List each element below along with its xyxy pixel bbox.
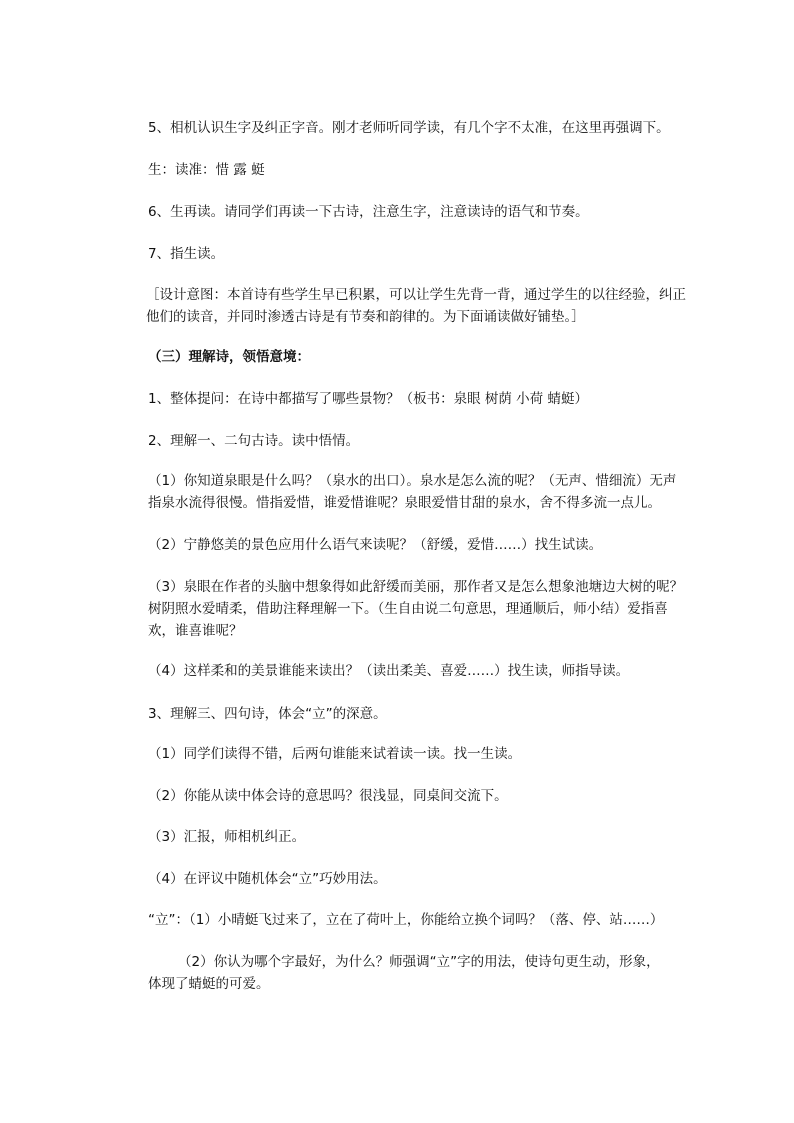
paragraph-q2-discuss: （2）你能从读中体会诗的意思吗？很浅显，同桌间交流下。 xyxy=(148,788,508,804)
paragraph-design-intent: ［设计意图：本首诗有些学生早已积累，可以让学生先背一背，通过学生的以往经验，纠正他们的读音，并同时渗透古诗是有节奏和韵律的。为下面诵读做好铺垫。］ xyxy=(146,287,686,325)
paragraph-q1-try-read: （1）同学们读得不错，后两句谁能来试着读一读。找一生读。 xyxy=(148,746,522,762)
paragraph-7: 7、指生读。 xyxy=(148,246,225,262)
paragraph-q1-spring: （1）你知道泉眼是什么吗？（泉水的出口）。泉水是怎么流的呢？（无声、惜细流）无声指泉水流得很慢。惜指爱惜，谁爱惜谁呢？泉眼爱惜甘甜的泉水，舍不得多流一点儿。 xyxy=(148,473,677,511)
paragraph-1-overall-question: 1、整体提问：在诗中都描写了哪些景物？（板书：泉眼 树荫 小荷 蜻蜓） xyxy=(148,391,588,407)
paragraph-q2-tone: （2）宁静悠美的景色应用什么语气来读呢？（舒缓，爱惜……）找生试读。 xyxy=(148,537,603,553)
paragraph-q3-report: （3）汇报，师相机纠正。 xyxy=(148,829,306,845)
paragraph-q4-evaluate: （4）在评议中随机体会“立”巧妙用法。 xyxy=(148,871,387,887)
paragraph-li-replace-word: “立”：（1）小晴蜓飞过来了，立在了荷叶上，你能给立换个词吗？（落、停、站……） xyxy=(148,912,664,928)
paragraph-3-understand-lines: 3、理解三、四句诗，体会“立”的深意。 xyxy=(148,706,387,722)
paragraph-li-best-word: （2）你认为哪个字最好，为什么？师强调“立”字的用法，使诗句更生动，形象，体现了蜻蜓的可爱。 xyxy=(148,954,660,992)
paragraph-q4-read: （4）这样柔和的美景谁能来读出？（读出柔美、喜爱……）找生读，师指导读。 xyxy=(148,663,630,679)
paragraph-student-reading: 生：读准：惜 露 蜓 xyxy=(148,162,265,178)
section-heading-3: （三）理解诗，领悟意境： xyxy=(148,349,310,365)
paragraph-q3-imagination: （3）泉眼在作者的头脑中想象得如此舒缓而美丽，那作者又是怎么想象池塘边大树的呢？树阴照水爱晴柔，借助注释理解一下。（生自由说二句意思，理通顺后，师小结）爱指喜欢，谁喜谁呢？ xyxy=(148,579,684,639)
paragraph-5: 5、相机认识生字及纠正字音。刚才老师听同学读，有几个字不太准，在这里再强调下。 xyxy=(148,120,670,136)
paragraph-2-understand-lines: 2、理解一、二句古诗。读中悟情。 xyxy=(148,433,360,449)
paragraph-6: 6、生再读。请同学们再读一下古诗，注意生字，注意读诗的语气和节奏。 xyxy=(148,204,589,220)
